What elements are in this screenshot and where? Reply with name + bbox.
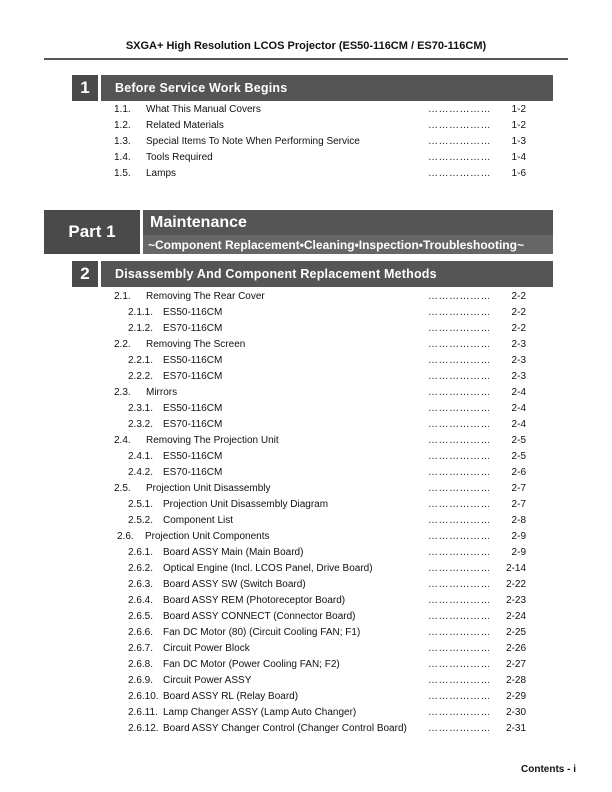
toc-entry-label: Removing The Screen — [146, 339, 246, 350]
toc-entry[interactable] — [0, 593, 612, 609]
toc-entry-page: 2-26 — [505, 643, 526, 654]
toc-entry[interactable] — [0, 609, 612, 625]
toc-entry-label: Fan DC Motor (Power Cooling FAN; F2) — [163, 659, 340, 670]
toc-entry-page: 1-2 — [511, 120, 526, 131]
toc-entry-number: 1.5. — [114, 168, 131, 179]
toc-entry[interactable] — [0, 433, 612, 449]
section-2-toc — [0, 289, 612, 737]
toc-entry-label: Mirrors — [146, 387, 178, 398]
toc-entry[interactable] — [0, 449, 612, 465]
toc-entry-page: 1-2 — [511, 104, 526, 115]
toc-entry-number: 2.3.1. — [128, 403, 154, 414]
toc-leader-dots: ……………… — [428, 104, 491, 115]
toc-entry-number: 2.6.12. — [128, 723, 159, 734]
toc-leader-dots: ……………… — [428, 339, 491, 350]
toc-entry-number: 2.6.5. — [128, 611, 154, 622]
toc-entry-label: ES70-116CM — [163, 419, 223, 430]
toc-entry-page: 2-9 — [511, 531, 526, 542]
toc-entry-number: 2.3. — [114, 387, 131, 398]
toc-entry-number: 2.4.1. — [128, 451, 154, 462]
toc-entry-number: 2.1. — [114, 291, 131, 302]
toc-entry-label: Board ASSY REM (Photoreceptor Board) — [163, 595, 346, 606]
toc-entry-label: ES50-116CM — [163, 451, 223, 462]
toc-entry-label: Lamp Changer ASSY (Lamp Auto Changer) — [163, 707, 357, 718]
part-1-label: Part 1 — [44, 210, 140, 254]
toc-entry-page: 1-3 — [511, 136, 526, 147]
toc-leader-dots: ……………… — [428, 659, 491, 670]
toc-entry[interactable] — [0, 657, 612, 673]
toc-entry-page: 2-7 — [511, 483, 526, 494]
toc-entry-label: ES70-116CM — [163, 467, 223, 478]
toc-entry-label: What This Manual Covers — [146, 104, 261, 115]
toc-entry-label: Board ASSY Main (Main Board) — [163, 547, 304, 558]
toc-entry[interactable] — [0, 102, 612, 118]
toc-entry[interactable] — [0, 641, 612, 657]
toc-entry-label: ES50-116CM — [163, 355, 223, 366]
toc-entry-page: 2-6 — [511, 467, 526, 478]
toc-leader-dots: ……………… — [428, 579, 491, 590]
toc-entry[interactable] — [0, 705, 612, 721]
toc-entry-number: 2.6.6. — [128, 627, 154, 638]
toc-leader-dots: ……………… — [428, 307, 491, 318]
toc-entry[interactable] — [0, 385, 612, 401]
toc-entry[interactable] — [0, 401, 612, 417]
toc-entry[interactable] — [0, 497, 612, 513]
toc-entry-number: 1.4. — [114, 152, 131, 163]
toc-entry-page: 2-2 — [511, 291, 526, 302]
toc-entry[interactable] — [0, 166, 612, 182]
toc-leader-dots: ……………… — [428, 547, 491, 558]
toc-leader-dots: ……………… — [428, 120, 491, 131]
toc-entry-number: 2.6.4. — [128, 595, 154, 606]
page-header-title: SXGA+ High Resolution LCOS Projector (ES50-116CM / ES70-116CM) — [125, 40, 487, 52]
toc-entry-label: Removing The Projection Unit — [146, 435, 279, 446]
toc-entry-number: 2.1.1. — [128, 307, 154, 318]
toc-leader-dots: ……………… — [428, 152, 491, 163]
toc-leader-dots: ……………… — [428, 723, 491, 734]
toc-entry-number: 2.6.3. — [128, 579, 154, 590]
toc-entry-number: 2.5. — [114, 483, 131, 494]
toc-leader-dots: ……………… — [428, 467, 491, 478]
page-footer: Contents - i — [521, 764, 576, 775]
toc-entry[interactable] — [0, 513, 612, 529]
toc-leader-dots: ……………… — [428, 451, 491, 462]
toc-leader-dots: ……………… — [428, 323, 491, 334]
toc-entry[interactable] — [0, 465, 612, 481]
toc-entry-label: Board ASSY CONNECT (Connector Board) — [163, 611, 356, 622]
toc-leader-dots: ……………… — [428, 595, 491, 606]
toc-entry-number: 1.2. — [114, 120, 131, 131]
section-2-number: 2 — [72, 261, 98, 287]
toc-entry-number: 1.1. — [114, 104, 131, 115]
toc-entry[interactable] — [0, 545, 612, 561]
section-2-title[interactable]: Disassembly And Component Replacement Methods — [101, 261, 553, 287]
toc-leader-dots: ……………… — [428, 483, 491, 494]
toc-entry[interactable] — [0, 321, 612, 337]
toc-entry-label: Circuit Power ASSY — [163, 675, 252, 686]
toc-leader-dots: ……………… — [428, 643, 491, 654]
toc-entry-label: Board ASSY SW (Switch Board) — [163, 579, 306, 590]
toc-entry-label: Special Items To Note When Performing Service — [146, 136, 360, 147]
toc-entry-page: 2-3 — [511, 371, 526, 382]
toc-leader-dots: ……………… — [428, 355, 491, 366]
toc-entry-page: 2-7 — [511, 499, 526, 510]
toc-entry[interactable] — [0, 337, 612, 353]
toc-entry[interactable] — [0, 577, 612, 593]
toc-entry-number: 2.6.7. — [128, 643, 154, 654]
toc-entry-page: 2-4 — [511, 419, 526, 430]
toc-entry-number: 2.6.2. — [128, 563, 154, 574]
toc-entry-label: Removing The Rear Cover — [146, 291, 265, 302]
toc-entry-label: Component List — [163, 515, 234, 526]
toc-entry[interactable] — [0, 481, 612, 497]
toc-entry-number: 2.4.2. — [128, 467, 154, 478]
toc-entry[interactable] — [0, 561, 612, 577]
toc-entry-page: 2-24 — [505, 611, 526, 622]
toc-leader-dots: ……………… — [428, 387, 491, 398]
toc-entry-page: 2-23 — [505, 595, 526, 606]
toc-entry-label: Circuit Power Block — [163, 643, 250, 654]
toc-entry-number: 2.5.1. — [128, 499, 154, 510]
part-1-title[interactable]: Maintenance — [143, 210, 553, 235]
toc-entry-number: 2.3.2. — [128, 419, 154, 430]
toc-entry-label: ES70-116CM — [163, 323, 223, 334]
toc-entry-page: 1-4 — [511, 152, 526, 163]
toc-entry[interactable] — [0, 134, 612, 150]
toc-entry-page: 2-5 — [511, 451, 526, 462]
section-1-number: 1 — [72, 75, 98, 101]
toc-entry[interactable] — [0, 689, 612, 705]
toc-entry-page: 2-9 — [511, 547, 526, 558]
toc-entry-number: 2.6.9. — [128, 675, 154, 686]
toc-entry[interactable] — [0, 150, 612, 166]
toc-entry-label: Board ASSY RL (Relay Board) — [163, 691, 299, 702]
toc-entry[interactable] — [0, 721, 612, 737]
toc-entry[interactable] — [0, 118, 612, 134]
toc-entry-page: 2-14 — [505, 563, 526, 574]
toc-entry-label: ES50-116CM — [163, 307, 223, 318]
toc-entry-number: 2.6.11. — [128, 707, 158, 718]
toc-entry-page: 2-8 — [511, 515, 526, 526]
toc-leader-dots: ……………… — [428, 707, 491, 718]
toc-leader-dots: ……………… — [428, 611, 491, 622]
toc-entry-page: 1-6 — [511, 168, 526, 179]
toc-entry-page: 2-4 — [511, 403, 526, 414]
toc-entry-label: Board ASSY Changer Control (Changer Control Board) — [163, 723, 407, 734]
toc-leader-dots: ……………… — [428, 675, 491, 686]
toc-leader-dots: ……………… — [428, 627, 491, 638]
toc-entry-label: Related Materials — [146, 120, 224, 131]
toc-entry[interactable] — [0, 673, 612, 689]
toc-entry-page: 2-27 — [505, 659, 526, 670]
toc-leader-dots: ……………… — [428, 563, 491, 574]
toc-leader-dots: ……………… — [428, 531, 491, 542]
toc-leader-dots: ……………… — [428, 403, 491, 414]
toc-leader-dots: ……………… — [428, 371, 491, 382]
toc-entry-number: 2.2.1. — [128, 355, 154, 366]
toc-entry-number: 2.6.1. — [128, 547, 154, 558]
toc-entry-label: Lamps — [146, 168, 177, 179]
toc-entry-label: Projection Unit Components — [145, 531, 270, 542]
toc-entry-number: 2.6.10. — [128, 691, 159, 702]
toc-entry-page: 2-30 — [505, 707, 526, 718]
toc-leader-dots: ……………… — [428, 136, 491, 147]
section-1-toc — [0, 102, 612, 182]
toc-entry-label: Tools Required — [146, 152, 213, 163]
toc-entry-page: 2-3 — [511, 339, 526, 350]
toc-entry[interactable] — [0, 529, 612, 545]
toc-entry[interactable] — [0, 353, 612, 369]
toc-entry-label: ES70-116CM — [163, 371, 223, 382]
toc-entry-page: 2-25 — [505, 627, 526, 638]
toc-leader-dots: ……………… — [428, 419, 491, 430]
toc-entry-number: 2.2. — [114, 339, 131, 350]
toc-entry-page: 2-22 — [505, 579, 526, 590]
toc-entry-number: 2.2.2. — [128, 371, 154, 382]
toc-entry-page: 2-2 — [511, 307, 526, 318]
toc-entry-number: 2.6. — [117, 531, 134, 542]
toc-entry-label: Projection Unit Disassembly Diagram — [163, 499, 329, 510]
toc-leader-dots: ……………… — [428, 515, 491, 526]
toc-entry-page: 2-28 — [505, 675, 526, 686]
toc-entry-number: 1.3. — [114, 136, 131, 147]
toc-leader-dots: ……………… — [428, 499, 491, 510]
section-1-title[interactable]: Before Service Work Begins — [101, 75, 553, 101]
toc-entry-number: 2.5.2. — [128, 515, 154, 526]
toc-entry-number: 2.4. — [114, 435, 131, 446]
toc-entry-page: 2-4 — [511, 387, 526, 398]
part-1-subtitle: ~Component Replacement•Cleaning•Inspection•Troubleshooting~ — [143, 235, 553, 254]
toc-leader-dots: ……………… — [428, 168, 491, 179]
toc-entry-label: Projection Unit Disassembly — [146, 483, 271, 494]
header-rule — [44, 58, 568, 60]
toc-entry-page: 2-5 — [511, 435, 526, 446]
toc-entry-label: Fan DC Motor (80) (Circuit Cooling FAN; F1) — [163, 627, 361, 638]
toc-entry-label: ES50-116CM — [163, 403, 223, 414]
toc-entry-page: 2-2 — [511, 323, 526, 334]
toc-entry[interactable] — [0, 417, 612, 433]
toc-entry-page: 2-31 — [505, 723, 526, 734]
toc-entry-page: 2-3 — [511, 355, 526, 366]
toc-entry[interactable] — [0, 625, 612, 641]
toc-entry-number: 2.1.2. — [128, 323, 154, 334]
toc-entry[interactable] — [0, 305, 612, 321]
toc-entry-page: 2-29 — [505, 691, 526, 702]
toc-leader-dots: ……………… — [428, 291, 491, 302]
toc-leader-dots: ……………… — [428, 691, 491, 702]
toc-entry-number: 2.6.8. — [128, 659, 154, 670]
toc-leader-dots: ……………… — [428, 435, 491, 446]
toc-entry[interactable] — [0, 289, 612, 305]
toc-entry[interactable] — [0, 369, 612, 385]
toc-entry-label: Optical Engine (Incl. LCOS Panel, Drive Board) — [163, 563, 373, 574]
